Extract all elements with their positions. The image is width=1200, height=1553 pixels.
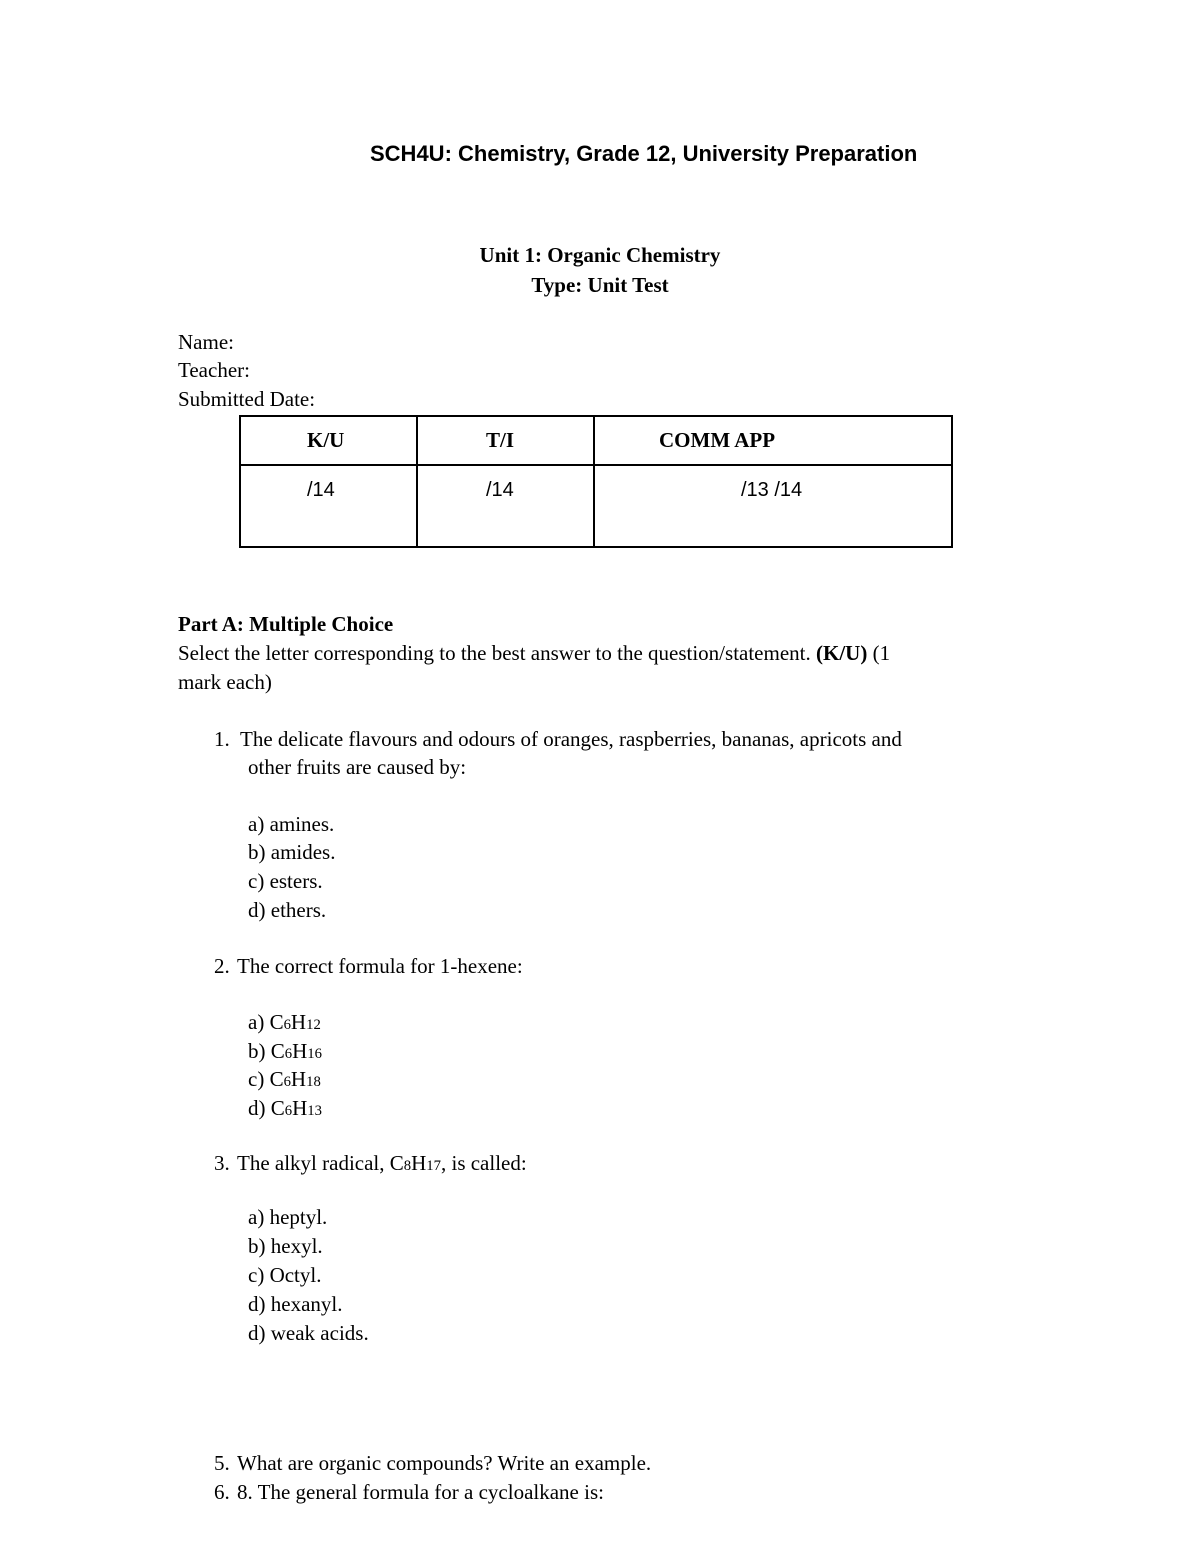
marks-header-row [240, 416, 952, 465]
question-2-option-a: a) C6H12 [248, 1010, 321, 1034]
part-a-instructions [178, 641, 890, 666]
marks-header-comm-app: COMM APP [594, 416, 952, 465]
name-label: Name: [178, 330, 234, 354]
marks-value-ti: /14 [486, 479, 514, 501]
question-2-option-d: d) C6H13 [248, 1096, 322, 1120]
question-3-option-b: b) hexyl. [248, 1234, 323, 1258]
marks-cell-comm-app [594, 465, 952, 547]
question-1-option-c: c) esters. [248, 869, 323, 893]
question-2-option-c: c) C6H18 [248, 1067, 321, 1091]
part-a-instructions-cont: mark each) [178, 670, 272, 694]
instructions-ku-tag: (K/U) [816, 641, 868, 665]
question-3-option-d: d) hexanyl. [248, 1292, 343, 1316]
question-2-number: 2. [214, 954, 230, 978]
question-5-number: 5. [214, 1451, 230, 1475]
instructions-mark-text: (1 [867, 641, 891, 665]
marks-header-ti: T/I [417, 416, 594, 465]
test-type: Type: Unit Test [531, 273, 669, 297]
question-1-text-cont: other fruits are caused by: [248, 755, 467, 779]
marks-header-ku: K/U [240, 416, 417, 465]
question-2-text: The correct formula for 1-hexene: [237, 954, 523, 978]
unit-title: Unit 1: Organic Chemistry [479, 243, 721, 267]
question-6-text: 8. The general formula for a cycloalkane is: [237, 1480, 604, 1504]
question-3-text: The alkyl radical, C8H17, is called: [237, 1151, 527, 1175]
question-2-option-b: b) C6H16 [248, 1039, 322, 1063]
marks-value-comm-app: /13 /14 [741, 479, 803, 501]
teacher-label: Teacher: [178, 358, 250, 382]
question-1-option-b: b) amides. [248, 840, 336, 864]
question-3-option-d-extra: d) weak acids. [248, 1321, 369, 1345]
question-1-text: The delicate flavours and odours of oranges, raspberries, bananas, apricots and [240, 727, 902, 751]
question-1-option-d: d) ethers. [248, 898, 327, 922]
question-6-number: 6. [214, 1480, 230, 1504]
submitted-date-label: Submitted Date: [178, 387, 316, 411]
course-title: SCH4U: Chemistry, Grade 12, University Preparation [370, 141, 918, 166]
marks-table [239, 415, 953, 548]
question-1-option-a: a) amines. [248, 812, 335, 836]
question-3-option-a: a) heptyl. [248, 1205, 328, 1229]
question-5-text: What are organic compounds? Write an example. [237, 1451, 652, 1475]
question-1-number: 1. [214, 727, 230, 751]
instructions-text: Select the letter corresponding to the best answer to the question/statement. [178, 641, 816, 665]
question-3-number: 3. [214, 1151, 230, 1175]
question-3-option-c: c) Octyl. [248, 1263, 322, 1287]
marks-value-ku: /14 [307, 479, 335, 501]
marks-value-row [240, 465, 952, 547]
part-a-title: Part A: Multiple Choice [178, 612, 394, 636]
marks-cell-ku [240, 465, 417, 547]
marks-cell-ti [417, 465, 594, 547]
